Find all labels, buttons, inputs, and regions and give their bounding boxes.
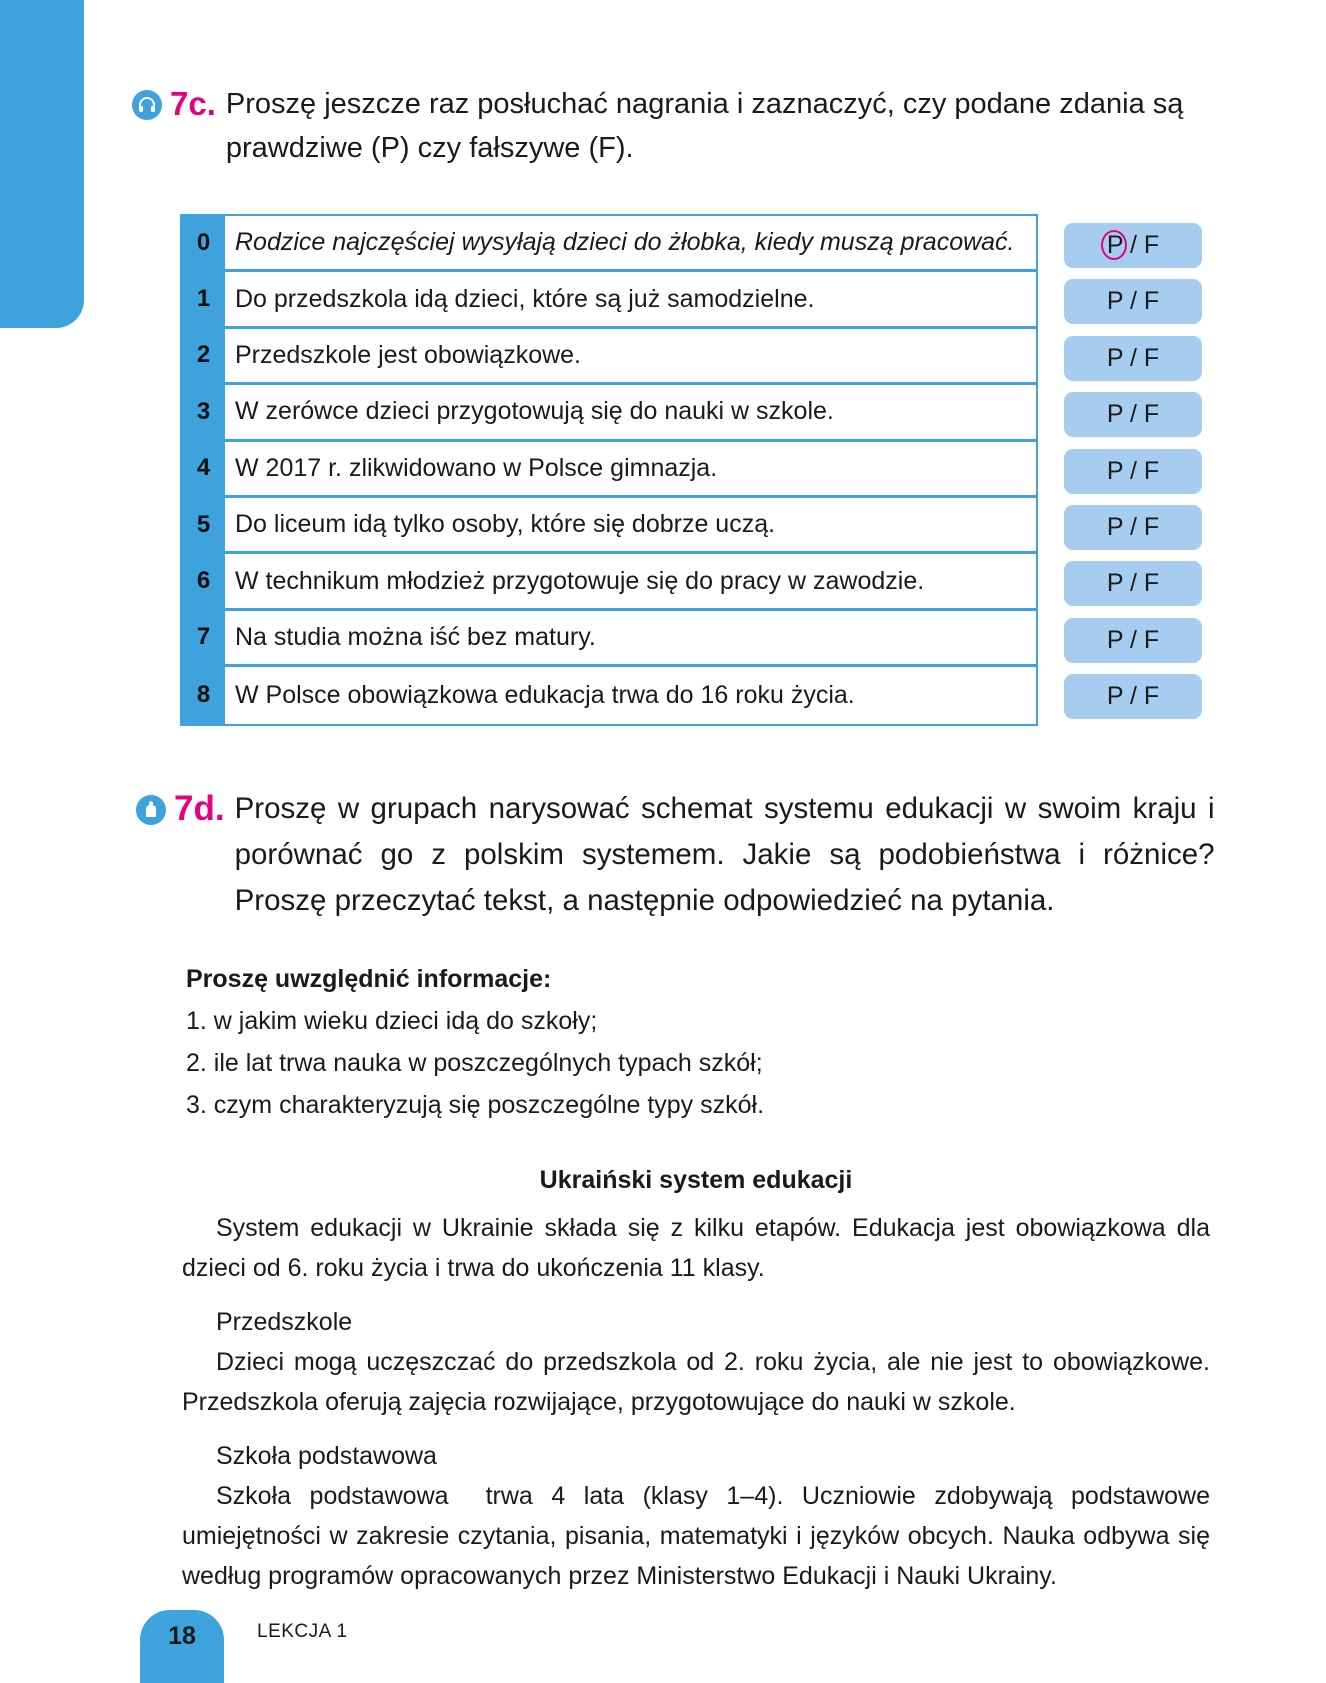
row-number: 4: [182, 442, 225, 495]
task-7d: [136, 786, 1215, 924]
statement-text: Przedszkole jest obowiązkowe.: [235, 340, 581, 369]
article: [182, 1160, 1217, 1596]
answer-choice[interactable]: [1064, 279, 1202, 324]
row-number: 8: [182, 667, 225, 723]
answer-choice-example[interactable]: [1064, 223, 1202, 268]
section-heading: Przedszkole: [216, 1308, 353, 1336]
row-number: 7: [182, 611, 225, 664]
task-instruction: Proszę w grupach narysować schemat systemu edukacji w swoim kraju i porównać go z polskim systemem. Jakie są podobieństwa i różnice? Proszę przeczytać tekst, a następnie odpowiedzieć na pytania.: [234, 792, 1215, 917]
table-row: [182, 442, 1036, 498]
table-row: [182, 611, 1036, 667]
answer-choice[interactable]: [1064, 674, 1202, 719]
statement-text: Do liceum idą tylko osoby, które się dobrze uczą.: [235, 510, 776, 539]
row-number: 5: [182, 498, 225, 551]
answer-choice-label: P / F: [1106, 512, 1160, 541]
statement-text: W zerówce dzieci przygotowują się do nauki w szkole.: [235, 397, 834, 426]
answer-choice[interactable]: [1064, 449, 1202, 494]
table-row: [182, 667, 1036, 723]
answer-choice-label: P / F: [1106, 682, 1160, 711]
row-number: 1: [182, 272, 225, 325]
task-7c: [132, 82, 1206, 170]
statements-table: [180, 214, 1038, 726]
answer-choice-label: P / F: [1106, 343, 1160, 372]
answer-choice[interactable]: [1064, 392, 1202, 437]
answer-choice-label: P / F: [1106, 231, 1160, 259]
section-heading: Szkoła podstawowa: [216, 1442, 437, 1470]
answer-choice-label: P / F: [1106, 456, 1160, 485]
list-item: 3. czym charakteryzują się poszczególne typy szkół.: [186, 1091, 765, 1119]
task-instruction: Proszę jeszcze raz posłuchać nagrania i zaznaczyć, czy podane zdania są prawdziwe (P) czy fałszywe (F).: [225, 88, 1184, 164]
answer-choice-label: P / F: [1106, 400, 1160, 429]
table-row: [182, 216, 1036, 272]
statement-text: W 2017 r. zlikwidowano w Polsce gimnazja.: [235, 453, 718, 482]
answer-column: [1064, 223, 1202, 731]
task-number: 7c.: [170, 85, 216, 122]
row-number: 2: [182, 329, 225, 382]
answer-choice-label: P / F: [1106, 625, 1160, 654]
answer-circle-mark: [1101, 230, 1127, 260]
section-text: Dzieci mogą uczęszczać do przedszkola od 2. roku życia, ale nie jest to obowiązkowe. Przedszkola oferują zajęcia rozwijające, przygotowujące do nauki w szkole.: [182, 1348, 1210, 1416]
table-row: [182, 329, 1036, 385]
row-number: 3: [182, 385, 225, 438]
info-list: [186, 958, 764, 1126]
article-title: Ukraiński system edukacji: [539, 1166, 853, 1194]
table-row: [182, 554, 1036, 610]
answer-choice[interactable]: [1064, 505, 1202, 550]
table-row: [182, 272, 1036, 328]
row-number: 0: [182, 216, 225, 269]
list-item: 2. ile lat trwa nauka w poszczególnych typach szkół;: [186, 1049, 763, 1077]
article-intro: System edukacji w Ukrainie składa się z kilku etapów. Edukacja jest obowiązkowa dla dzieci od 6. roku życia i trwa do ukończenia 11 klasy.: [182, 1214, 1210, 1282]
answer-choice[interactable]: [1064, 618, 1202, 663]
statement-text: Rodzice najczęściej wysyłają dzieci do żłobka, kiedy muszą pracować.: [235, 228, 1015, 257]
side-tab: [0, 0, 84, 328]
lesson-label: LEKCJA 1: [257, 1621, 348, 1642]
info-heading: Proszę uwzględnić informacje:: [186, 965, 552, 993]
list-item: 1. w jakim wieku dzieci idą do szkoły;: [186, 1007, 598, 1035]
group-work-icon: [136, 795, 166, 825]
table-row: [182, 498, 1036, 554]
statement-text: W technikum młodzież przygotowuje się do pracy w zawodzie.: [235, 566, 925, 595]
section-text: Szkoła podstawowa trwa 4 lata (klasy 1–4). Uczniowie zdobywają podstawowe umiejętności w zakresie czytania, pisania, matematyki i języków obcych. Nauka odbywa się według programów opracowanych przez Ministerstwo Edukacji i Nauki Ukrainy.: [182, 1482, 1217, 1590]
task-number: 7d.: [174, 789, 225, 828]
statement-text: Na studia można iść bez matury.: [235, 622, 596, 651]
answer-choice-label: P / F: [1106, 287, 1160, 316]
statement-text: W Polsce obowiązkowa edukacja trwa do 16 roku życia.: [235, 680, 855, 709]
answer-choice[interactable]: [1064, 336, 1202, 381]
answer-choice[interactable]: [1064, 561, 1202, 606]
statement-text: Do przedszkola idą dzieci, które są już samodzielne.: [235, 284, 815, 313]
page-number: 18: [140, 1610, 224, 1683]
answer-choice-label: P / F: [1106, 569, 1160, 598]
table-row: [182, 385, 1036, 441]
row-number: 6: [182, 554, 225, 607]
headphones-icon: [132, 90, 162, 120]
